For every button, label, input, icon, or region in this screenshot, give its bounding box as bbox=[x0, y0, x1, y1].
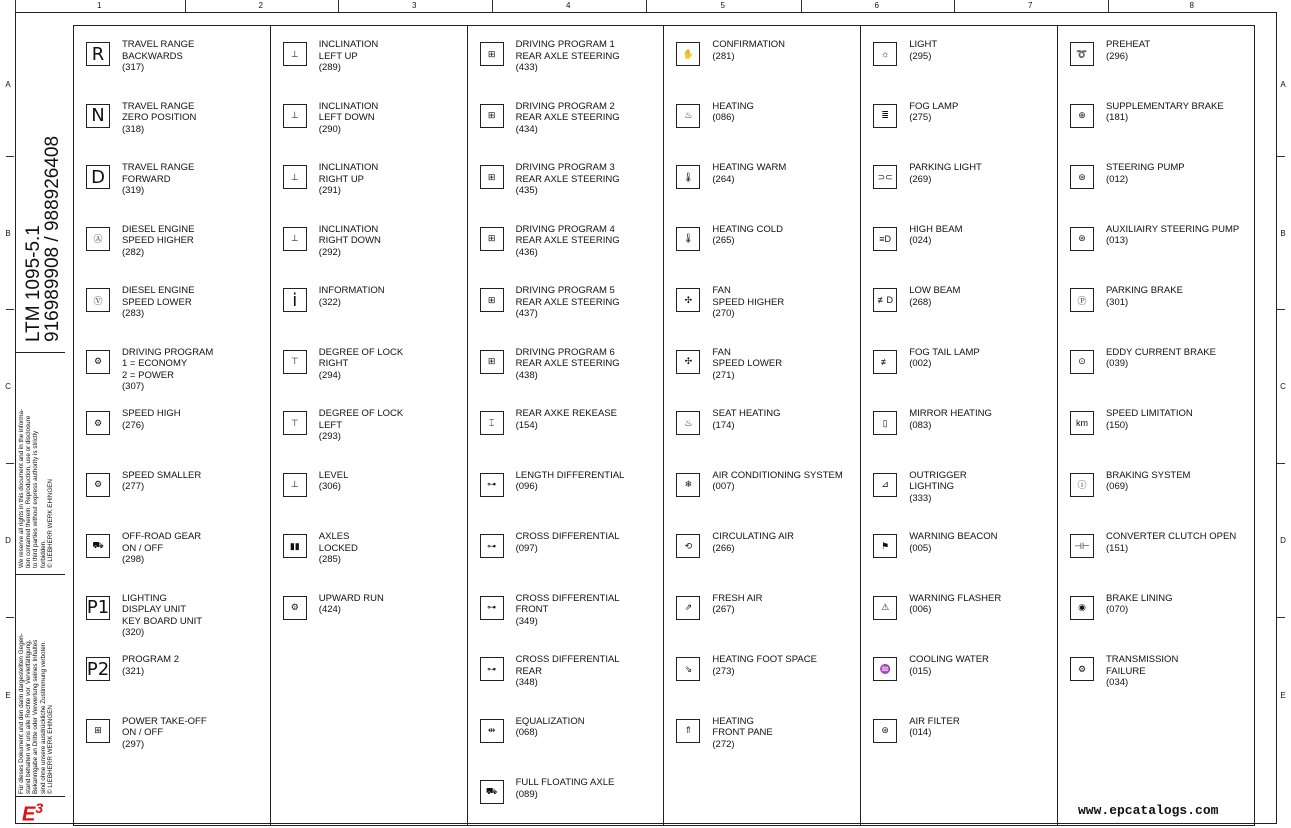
symbol-label: BRAKE LINING (070) bbox=[1106, 592, 1173, 615]
inclination-right-up-icon: ⊥ bbox=[283, 165, 307, 189]
symbol-entry bbox=[468, 399, 664, 459]
symbol-entry bbox=[1058, 522, 1254, 582]
symbol-label: LEVEL (306) bbox=[318, 469, 349, 492]
symbol-label: INCLINATION LEFT UP (289) bbox=[318, 39, 379, 73]
symbol-label: INCLINATION RIGHT UP (291) bbox=[318, 162, 379, 196]
driving-program-3-icon: ⊞ bbox=[480, 165, 504, 189]
symbol-label: PARKING LIGHT (269) bbox=[909, 162, 982, 185]
symbol-label: HIGH BEAM (024) bbox=[909, 223, 963, 246]
ruler-letter: A bbox=[5, 80, 11, 89]
e3-logo: $E^3$ bbox=[22, 800, 44, 826]
symbol-label: CROSS DIFFERENTIAL FRONT (349) bbox=[515, 592, 620, 627]
symbol-entry bbox=[664, 707, 860, 767]
cross-differential-rear-icon: ⊶ bbox=[480, 657, 504, 681]
symbol-entry bbox=[74, 584, 270, 644]
parking-brake-icon: Ⓟ bbox=[1070, 288, 1094, 312]
symbol-entry bbox=[1058, 276, 1254, 336]
symbol-label: SPEED LIMITATION (150) bbox=[1106, 408, 1193, 431]
ruler-letter: E bbox=[1280, 690, 1286, 700]
symbol-entry bbox=[664, 153, 860, 213]
letter-n-icon: N bbox=[86, 104, 110, 128]
symbol-label: EQUALIZATION (068) bbox=[515, 715, 585, 738]
symbol-label: SPEED HIGH (276) bbox=[122, 408, 181, 431]
symbol-label: DIESEL ENGINE SPEED LOWER (283) bbox=[122, 285, 195, 319]
engine-speed-up-icon: Ⓐ bbox=[86, 227, 110, 251]
copyright-notice-en: We reserve all rights in this document and in the informa- tion contained therein. Reproduction, use or disclosure to third parties without express authority is strictly forbidden. © LIEBHERR WERK EHINGEN bbox=[18, 408, 54, 568]
gear-down-icon: ⚙ bbox=[86, 473, 110, 497]
symbol-label: POWER TAKE-OFF ON / OFF (297) bbox=[122, 715, 207, 750]
symbol-entry bbox=[271, 153, 467, 213]
symbol-entry bbox=[468, 461, 664, 521]
symbol-label: FULL FLOATING AXLE (089) bbox=[515, 777, 615, 800]
heating-foot-space-icon: ⇘ bbox=[676, 657, 700, 681]
symbol-label: OUTRIGGER LIGHTING (333) bbox=[909, 469, 967, 504]
fresh-air-icon: ⇗ bbox=[676, 596, 700, 620]
symbol-label: UPWARD RUN (424) bbox=[318, 592, 384, 615]
symbol-entry bbox=[271, 399, 467, 459]
inclination-left-up-icon: ⊥ bbox=[283, 42, 307, 66]
top-ruler bbox=[15, 0, 1277, 12]
symbol-entry bbox=[271, 30, 467, 90]
symbol-label: AIR CONDITIONING SYSTEM (007) bbox=[712, 469, 843, 492]
symbol-label: BRAKING SYSTEM (069) bbox=[1106, 469, 1191, 492]
symbol-label: FAN SPEED HIGHER (270) bbox=[712, 285, 785, 319]
ruler-tick bbox=[1277, 617, 1285, 618]
ruler-number: 8 bbox=[1189, 1, 1194, 10]
symbol-label: CROSS DIFFERENTIAL REAR (348) bbox=[515, 654, 620, 688]
symbol-label: INCLINATION RIGHT DOWN (292) bbox=[318, 223, 381, 258]
warning-flasher-icon: ⚠ bbox=[873, 596, 897, 620]
symbol-entry bbox=[1058, 461, 1254, 521]
fan-higher-icon: ✣ bbox=[676, 288, 700, 312]
symbol-label: COOLING WATER (015) bbox=[909, 654, 989, 677]
symbol-label: HEATING FOOT SPACE (273) bbox=[712, 654, 817, 677]
symbol-entry bbox=[468, 584, 664, 644]
symbol-label: TRAVEL RANGE ZERO POSITION (318) bbox=[122, 100, 197, 135]
symbol-label: LENGTH DIFFERENTIAL (096) bbox=[515, 469, 625, 492]
eddy-current-brake-icon: ⊙ bbox=[1070, 350, 1094, 374]
symbol-column bbox=[861, 26, 1058, 825]
symbol-label: DRIVING PROGRAM 5 REAR AXLE STEERING (437) bbox=[515, 285, 620, 319]
symbol-entry bbox=[861, 584, 1057, 644]
speed-limitation-icon: km bbox=[1070, 411, 1094, 435]
symbol-entry bbox=[664, 215, 860, 275]
symbol-label: FOG LAMP (275) bbox=[909, 100, 959, 123]
driving-program-6-icon: ⊞ bbox=[480, 350, 504, 374]
symbol-entry bbox=[664, 399, 860, 459]
symbol-entry bbox=[861, 522, 1057, 582]
ruler-tick bbox=[6, 156, 14, 157]
ruler-tick bbox=[6, 463, 14, 464]
fan-lower-icon: ✣ bbox=[676, 350, 700, 374]
symbol-label: REAR AXKE REKEASE (154) bbox=[515, 408, 617, 431]
driving-program-5-icon: ⊞ bbox=[480, 288, 504, 312]
ruler-number: 4 bbox=[566, 1, 571, 10]
symbol-label: SEAT HEATING (174) bbox=[712, 408, 781, 431]
symbol-entry bbox=[74, 522, 270, 582]
symbol-column bbox=[74, 26, 271, 825]
symbol-label: DRIVING PROGRAM 6 REAR AXLE STEERING (438) bbox=[515, 346, 620, 381]
symbol-entry bbox=[74, 215, 270, 275]
ruler-letter: D bbox=[1280, 536, 1286, 545]
seat-heating-icon: ♨ bbox=[676, 411, 700, 435]
full-floating-axle-icon: ⛟ bbox=[480, 780, 504, 804]
symbol-entry bbox=[1058, 92, 1254, 152]
symbol-entry bbox=[861, 215, 1057, 275]
ruler-tick bbox=[338, 0, 339, 12]
symbol-label: WARNING FLASHER (006) bbox=[909, 592, 1002, 615]
symbol-label: AIR FILTER (014) bbox=[909, 715, 960, 738]
symbol-label: TRAVEL RANGE FORWARD (319) bbox=[122, 162, 195, 196]
symbol-entry bbox=[74, 30, 270, 90]
p1-icon: P1 bbox=[86, 597, 110, 618]
symbol-label: HEATING FRONT PANE (272) bbox=[712, 715, 773, 750]
symbol-entry bbox=[468, 215, 664, 275]
inclination-right-down-icon: ⊥ bbox=[283, 227, 307, 251]
air-conditioning-icon: ❄ bbox=[676, 473, 700, 497]
driving-program-1-icon: ⊞ bbox=[480, 42, 504, 66]
symbol-label: INFORMATION (322) bbox=[318, 285, 385, 308]
ruler-tick bbox=[1277, 309, 1285, 310]
heating-warm-icon: 🌡 bbox=[676, 165, 700, 189]
symbol-entry bbox=[1058, 338, 1254, 398]
symbol-column bbox=[1058, 26, 1255, 825]
parking-light-icon: ⊃⊂ bbox=[873, 165, 897, 189]
symbol-entry bbox=[468, 707, 664, 767]
symbol-label: STEERING PUMP (012) bbox=[1106, 162, 1185, 185]
letter-r-icon: R bbox=[86, 42, 110, 66]
symbol-entry bbox=[468, 276, 664, 336]
symbol-entry bbox=[664, 30, 860, 90]
symbol-entry bbox=[664, 645, 860, 705]
power-takeoff-icon: ⊞ bbox=[86, 719, 110, 743]
outrigger-lighting-icon: ⊿ bbox=[873, 473, 897, 497]
symbol-entry bbox=[74, 92, 270, 152]
driving-program-4-icon: ⊞ bbox=[480, 227, 504, 251]
lock-right-icon: ⊤ bbox=[283, 350, 307, 374]
ruler-tick bbox=[6, 309, 14, 310]
symbol-entry bbox=[664, 92, 860, 152]
upward-run-icon: ⚙ bbox=[283, 596, 307, 620]
symbol-label: HEATING WARM (264) bbox=[712, 162, 787, 185]
symbol-label: SPEED SMALLER (277) bbox=[122, 469, 202, 492]
symbol-entry bbox=[664, 584, 860, 644]
offroad-vehicle-icon: ⛟ bbox=[86, 534, 110, 558]
ruler-number: 5 bbox=[720, 1, 725, 10]
symbol-entry bbox=[861, 707, 1057, 767]
braking-system-icon: ⓘ bbox=[1070, 473, 1094, 497]
title-block bbox=[15, 12, 65, 824]
ruler-number: 7 bbox=[1028, 1, 1033, 10]
notice-de-box bbox=[15, 574, 65, 797]
ruler-letter: C bbox=[1280, 382, 1286, 391]
converter-clutch-icon: ⊣⊢ bbox=[1070, 534, 1094, 558]
ruler-tick bbox=[1277, 463, 1285, 464]
copyright-notice-de: Für dieses Dokument und den darin dargestellten Gegen- stand behalten wir uns alle Rechte vor. Vervielfältigung, Bekanntgabe an Dritte oder Verwertung seines Inhaltes sind ohne unsere ausdrückliche Zustimmung verboten. © LIEBHERR WERK EHINGEN bbox=[18, 633, 54, 794]
heating-cold-icon: 🌡 bbox=[676, 227, 700, 251]
symbol-entry bbox=[74, 338, 270, 398]
symbol-label: PROGRAM 2 (321) bbox=[122, 654, 180, 677]
watermark: www.epcatalogs.com bbox=[1078, 803, 1219, 818]
symbol-label: PARKING BRAKE (301) bbox=[1106, 285, 1183, 308]
preheat-icon: ➰ bbox=[1070, 42, 1094, 66]
symbol-entry bbox=[664, 522, 860, 582]
gear-up-icon: ⚙ bbox=[86, 411, 110, 435]
symbol-label: CONFIRMATION (281) bbox=[712, 39, 786, 62]
symbol-label: CIRCULATING AIR (266) bbox=[712, 531, 795, 554]
ruler-tick bbox=[492, 0, 493, 12]
symbol-entry bbox=[271, 584, 467, 644]
gear-icon: ⚙ bbox=[86, 350, 110, 374]
symbol-label: DRIVING PROGRAM 4 REAR AXLE STEERING (436) bbox=[515, 223, 620, 258]
symbol-label: EDDY CURRENT BRAKE (039) bbox=[1106, 346, 1216, 369]
symbol-entry bbox=[1058, 215, 1254, 275]
symbol-entry bbox=[664, 461, 860, 521]
symbol-label: PREHEAT (296) bbox=[1106, 39, 1151, 62]
air-filter-icon: ⊛ bbox=[873, 719, 897, 743]
ruler-letter: E bbox=[5, 690, 11, 700]
symbol-entry bbox=[74, 399, 270, 459]
ruler-letter: B bbox=[1280, 228, 1286, 238]
symbol-entry bbox=[468, 153, 664, 213]
symbol-label: SUPPLEMENTARY BRAKE (181) bbox=[1106, 100, 1224, 123]
inclination-left-down-icon: ⊥ bbox=[283, 104, 307, 128]
symbol-entry bbox=[861, 153, 1057, 213]
circulating-air-icon: ⟲ bbox=[676, 534, 700, 558]
symbol-entry bbox=[861, 30, 1057, 90]
symbol-label: FAN SPEED LOWER (271) bbox=[712, 346, 783, 381]
symbol-entry bbox=[861, 461, 1057, 521]
fog-lamp-icon: ≣ bbox=[873, 104, 897, 128]
symbol-label: LOW BEAM (268) bbox=[909, 285, 961, 308]
symbol-entry bbox=[861, 645, 1057, 705]
ruler-tick bbox=[185, 0, 186, 12]
symbol-label: CONVERTER CLUTCH OPEN (151) bbox=[1106, 531, 1237, 554]
symbol-column bbox=[664, 26, 861, 825]
symbol-label: AXLES LOCKED (285) bbox=[318, 531, 358, 565]
symbol-entry bbox=[74, 276, 270, 336]
heating-front-pane-icon: ⇑ bbox=[676, 719, 700, 743]
symbol-label: MIRROR HEATING (083) bbox=[909, 408, 992, 431]
symbol-entry bbox=[468, 645, 664, 705]
symbol-column bbox=[271, 26, 468, 825]
engine-speed-down-icon: Ⓥ bbox=[86, 288, 110, 312]
ruler-tick bbox=[15, 0, 16, 12]
symbol-label: TRANSMISSION FAILURE (034) bbox=[1106, 654, 1179, 688]
symbol-label: INCLINATION LEFT DOWN (290) bbox=[318, 100, 379, 135]
model-box bbox=[15, 12, 65, 353]
symbol-entry bbox=[74, 153, 270, 213]
cross-differential-front-icon: ⊶ bbox=[480, 596, 504, 620]
ruler-tick bbox=[1277, 156, 1285, 157]
symbol-legend-grid bbox=[73, 25, 1255, 826]
symbol-entry bbox=[271, 461, 467, 521]
symbol-entry bbox=[468, 768, 664, 828]
symbol-label: WARNING BEACON (005) bbox=[909, 531, 998, 554]
ruler-number: 1 bbox=[97, 1, 102, 10]
fog-tail-lamp-icon: ≢ bbox=[873, 350, 897, 374]
symbol-label: DRIVING PROGRAM 2 REAR AXLE STEERING (434) bbox=[515, 100, 620, 135]
symbol-label: DEGREE OF LOCK RIGHT (294) bbox=[318, 346, 404, 381]
ruler-tick bbox=[1108, 0, 1109, 12]
lock-left-icon: ⊤ bbox=[283, 411, 307, 435]
symbol-entry bbox=[861, 399, 1057, 459]
symbol-entry bbox=[468, 92, 664, 152]
rear-axle-release-icon: ⌶ bbox=[480, 411, 504, 435]
auxiliary-steering-pump-icon: ⊛ bbox=[1070, 227, 1094, 251]
symbol-entry bbox=[468, 30, 664, 90]
steering-pump-icon: ⊛ bbox=[1070, 165, 1094, 189]
transmission-failure-icon: ⚙ bbox=[1070, 657, 1094, 681]
symbol-label: DRIVING PROGRAM 1 REAR AXLE STEERING (433) bbox=[515, 39, 620, 73]
symbol-label: FOG TAIL LAMP (002) bbox=[909, 346, 980, 369]
symbol-label: DIESEL ENGINE SPEED HIGHER (282) bbox=[122, 223, 195, 258]
ruler-letter: B bbox=[5, 228, 11, 238]
symbol-entry bbox=[1058, 645, 1254, 705]
ruler-tick bbox=[6, 617, 14, 618]
symbol-entry bbox=[664, 276, 860, 336]
symbol-entry bbox=[271, 338, 467, 398]
heating-icon: ♨ bbox=[676, 104, 700, 128]
symbol-label: OFF-ROAD GEAR ON / OFF (298) bbox=[122, 531, 202, 565]
symbol-label: HEATING COLD (265) bbox=[712, 223, 783, 246]
symbol-label: FRESH AIR (267) bbox=[712, 592, 763, 615]
information-icon: i bbox=[283, 288, 307, 312]
ruler-number: 2 bbox=[258, 1, 263, 10]
symbol-entry bbox=[271, 276, 467, 336]
warning-beacon-icon: ⚑ bbox=[873, 534, 897, 558]
symbol-entry bbox=[468, 338, 664, 398]
symbol-entry bbox=[1058, 584, 1254, 644]
symbol-entry bbox=[861, 276, 1057, 336]
symbol-entry bbox=[664, 338, 860, 398]
symbol-label: DRIVING PROGRAM 1 = ECONOMY 2 = POWER (307) bbox=[122, 346, 214, 392]
ruler-number: 3 bbox=[412, 1, 417, 10]
driving-program-2-icon: ⊞ bbox=[480, 104, 504, 128]
ruler-number: 6 bbox=[874, 1, 879, 10]
low-beam-icon: ≢D bbox=[873, 288, 897, 312]
ruler-letter: D bbox=[5, 536, 11, 545]
symbol-entry bbox=[271, 522, 467, 582]
symbol-entry bbox=[1058, 153, 1254, 213]
symbol-entry bbox=[1058, 30, 1254, 90]
ruler-tick bbox=[954, 0, 955, 12]
symbol-entry bbox=[271, 215, 467, 275]
symbol-label: LIGHT (295) bbox=[909, 39, 938, 62]
ruler-tick bbox=[646, 0, 647, 12]
equalization-icon: ⇹ bbox=[480, 719, 504, 743]
symbol-label: LIGHTING DISPLAY UNIT KEY BOARD UNIT (320) bbox=[122, 592, 203, 638]
symbol-label: DEGREE OF LOCK LEFT (293) bbox=[318, 408, 404, 442]
symbol-label: HEATING (086) bbox=[712, 100, 754, 123]
letter-d-icon: D bbox=[86, 165, 110, 189]
symbol-entry bbox=[861, 338, 1057, 398]
symbol-entry bbox=[271, 92, 467, 152]
symbol-label: AUXILIAIRY STEERING PUMP (013) bbox=[1106, 223, 1240, 246]
symbol-column bbox=[468, 26, 665, 825]
cross-differential-icon: ⊶ bbox=[480, 534, 504, 558]
high-beam-icon: ≡D bbox=[873, 227, 897, 251]
p2-icon: P2 bbox=[86, 658, 110, 680]
document-numbers: 916989908 / 988926408 bbox=[42, 135, 63, 342]
axles-locked-icon: ▮▮ bbox=[283, 534, 307, 558]
symbol-entry bbox=[74, 461, 270, 521]
symbol-label: TRAVEL RANGE BACKWARDS (317) bbox=[122, 39, 195, 73]
level-icon: ⊥ bbox=[283, 473, 307, 497]
symbol-entry bbox=[468, 522, 664, 582]
ruler-letter: C bbox=[5, 382, 11, 391]
mirror-heating-icon: ▯ bbox=[873, 411, 897, 435]
cooling-water-icon: ♒ bbox=[873, 657, 897, 681]
brake-lining-icon: ◉ bbox=[1070, 596, 1094, 620]
model-title: LTM 1095-5.1 bbox=[23, 225, 44, 342]
notice-en-box bbox=[15, 352, 65, 575]
length-differential-icon: ⊶ bbox=[480, 473, 504, 497]
symbol-entry bbox=[1058, 399, 1254, 459]
light-icon: ☼ bbox=[873, 42, 897, 66]
ruler-tick bbox=[801, 0, 802, 12]
symbol-entry bbox=[74, 707, 270, 767]
symbol-entry bbox=[74, 645, 270, 705]
supplementary-brake-icon: ⊕ bbox=[1070, 104, 1094, 128]
symbol-label: CROSS DIFFERENTIAL (097) bbox=[515, 531, 620, 554]
confirmation-hand-icon: ✋ bbox=[676, 42, 700, 66]
ruler-letter: A bbox=[1280, 80, 1286, 89]
symbol-label: DRIVING PROGRAM 3 REAR AXLE STEERING (435) bbox=[515, 162, 620, 196]
symbol-entry bbox=[861, 92, 1057, 152]
